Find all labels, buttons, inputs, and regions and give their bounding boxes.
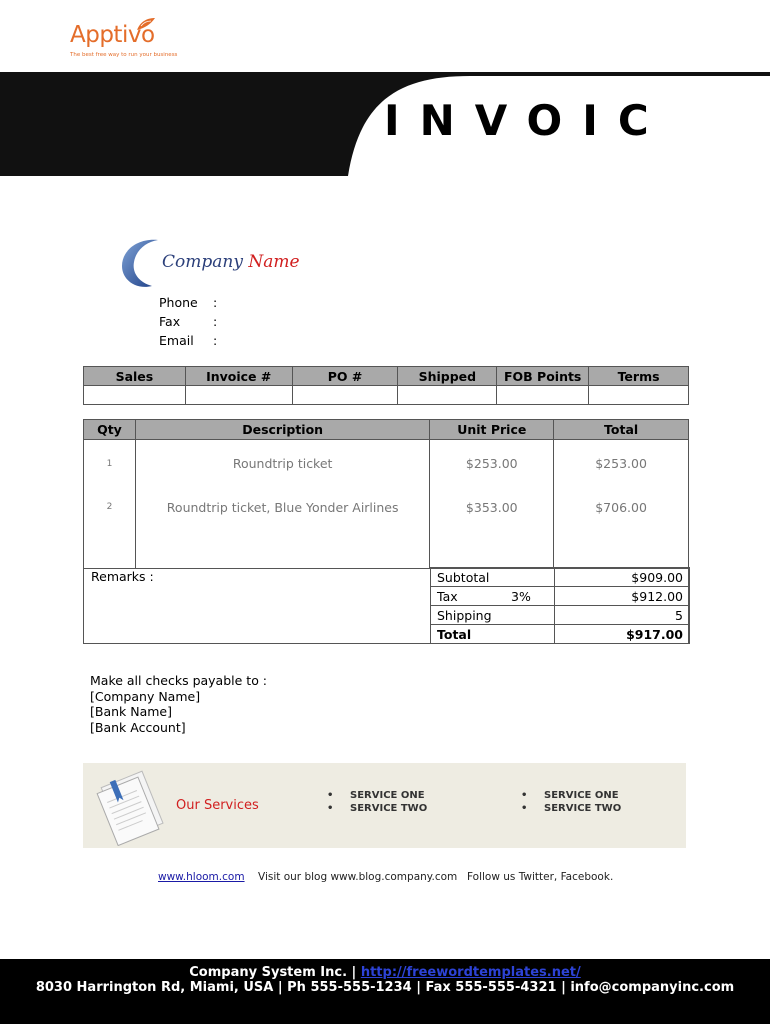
company-name (162, 252, 300, 272)
info-cell-terms (589, 386, 689, 405)
contact-separator: : (213, 295, 218, 310)
apptivo-wordmark: Apptivo (70, 22, 155, 48)
contact-fax (159, 312, 217, 331)
crescent-moon-icon (122, 240, 158, 287)
subtotal-value: $909.00 (555, 568, 690, 587)
bottom-contact-bar (0, 959, 770, 1024)
info-cell-po (292, 386, 398, 405)
info-header-sales: Sales (84, 367, 186, 386)
payment-line: [Bank Account] (90, 719, 186, 735)
payment-instructions (90, 673, 267, 735)
items-header-qty: Qty (84, 420, 136, 440)
services-list-1 (327, 789, 427, 815)
tax-label: Tax (437, 588, 458, 604)
item-description-empty (135, 521, 429, 569)
table-row (84, 474, 689, 521)
contact-label: Phone (159, 295, 198, 310)
info-header-invoice: Invoice # (185, 367, 292, 386)
tax-value: $912.00 (555, 587, 690, 606)
website-link[interactable]: www.hloom.com (158, 871, 245, 883)
total-value: $917.00 (555, 625, 690, 644)
items-header-total: Total (554, 420, 689, 440)
company-name-part1: Company (162, 252, 243, 272)
documents-icon (91, 768, 171, 846)
company-name-part2: Name (248, 252, 300, 272)
info-cell-invoice (185, 386, 292, 405)
blog-text: Visit our blog www.blog.company.com (258, 871, 458, 883)
info-header-shipped: Shipped (398, 367, 497, 386)
info-header-fob: FOB Points (497, 367, 589, 386)
total-label: Total (431, 625, 555, 644)
line-items-table (83, 419, 689, 569)
apptivo-tagline: The best free way to run your business (70, 52, 178, 58)
contact-phone (159, 293, 217, 312)
info-cell-shipped (398, 386, 497, 405)
bottom-bar-line1 (0, 965, 770, 980)
tax-rate: 3% (511, 588, 531, 604)
items-header-unit-price: Unit Price (430, 420, 554, 440)
remarks-label: Remarks : (91, 569, 154, 584)
info-header-terms: Terms (589, 367, 689, 386)
item-qty-empty (84, 521, 136, 569)
bottom-address-line: 8030 Harrington Rd, Miami, USA | Ph 555-555-1234 | Fax 555-555-4321 | info@companyinc.com (35, 980, 735, 995)
item-total: $706.00 (554, 474, 689, 521)
list-item: • SERVICE TWO (327, 802, 427, 815)
info-cell-sales (84, 386, 186, 405)
table-row-empty (84, 521, 689, 569)
item-total: $253.00 (554, 440, 689, 474)
item-description: Roundtrip ticket, Blue Yonder Airlines (135, 474, 429, 521)
payment-line: [Company Name] (90, 688, 201, 704)
invoice-title: INVOIC (384, 96, 669, 145)
summary-section (83, 568, 689, 644)
bottom-company-name: Company System Inc. | (189, 965, 357, 980)
template-site-link[interactable]: http://freewordtemplates.net/ (360, 965, 581, 980)
services-list-2 (521, 789, 621, 815)
contact-separator: : (213, 333, 218, 348)
table-row (84, 440, 689, 474)
contact-email (159, 331, 217, 350)
invoice-info-table (83, 366, 689, 405)
shipping-label: Shipping (431, 606, 555, 625)
contact-separator: : (213, 314, 218, 329)
list-item: • SERVICE ONE (521, 789, 621, 802)
item-unit-price: $253.00 (430, 440, 554, 474)
totals-table (430, 567, 690, 644)
item-total-empty (554, 521, 689, 569)
services-box (83, 763, 686, 848)
list-item: • SERVICE ONE (327, 789, 427, 802)
item-unit-price-empty (430, 521, 554, 569)
apptivo-logo (70, 14, 180, 58)
contact-label: Fax (159, 314, 181, 329)
item-qty: 2 (84, 474, 136, 521)
contact-label: Email (159, 333, 194, 348)
subtotal-label: Subtotal (431, 568, 555, 587)
info-header-po: PO # (292, 367, 398, 386)
payment-line: Make all checks payable to : (90, 673, 268, 688)
info-cell-fob (497, 386, 589, 405)
items-header-description: Description (135, 420, 429, 440)
payment-line: [Bank Name] (90, 704, 173, 719)
social-text: Follow us Twitter, Facebook. (467, 871, 614, 883)
item-unit-price: $353.00 (430, 474, 554, 521)
tax-label-cell (431, 587, 555, 606)
shipping-value: 5 (555, 606, 690, 625)
website-link-wrap (158, 871, 245, 883)
services-title: Our Services (176, 798, 259, 813)
list-item: • SERVICE TWO (521, 802, 621, 815)
item-description: Roundtrip ticket (135, 440, 429, 474)
item-qty: 1 (84, 440, 136, 474)
